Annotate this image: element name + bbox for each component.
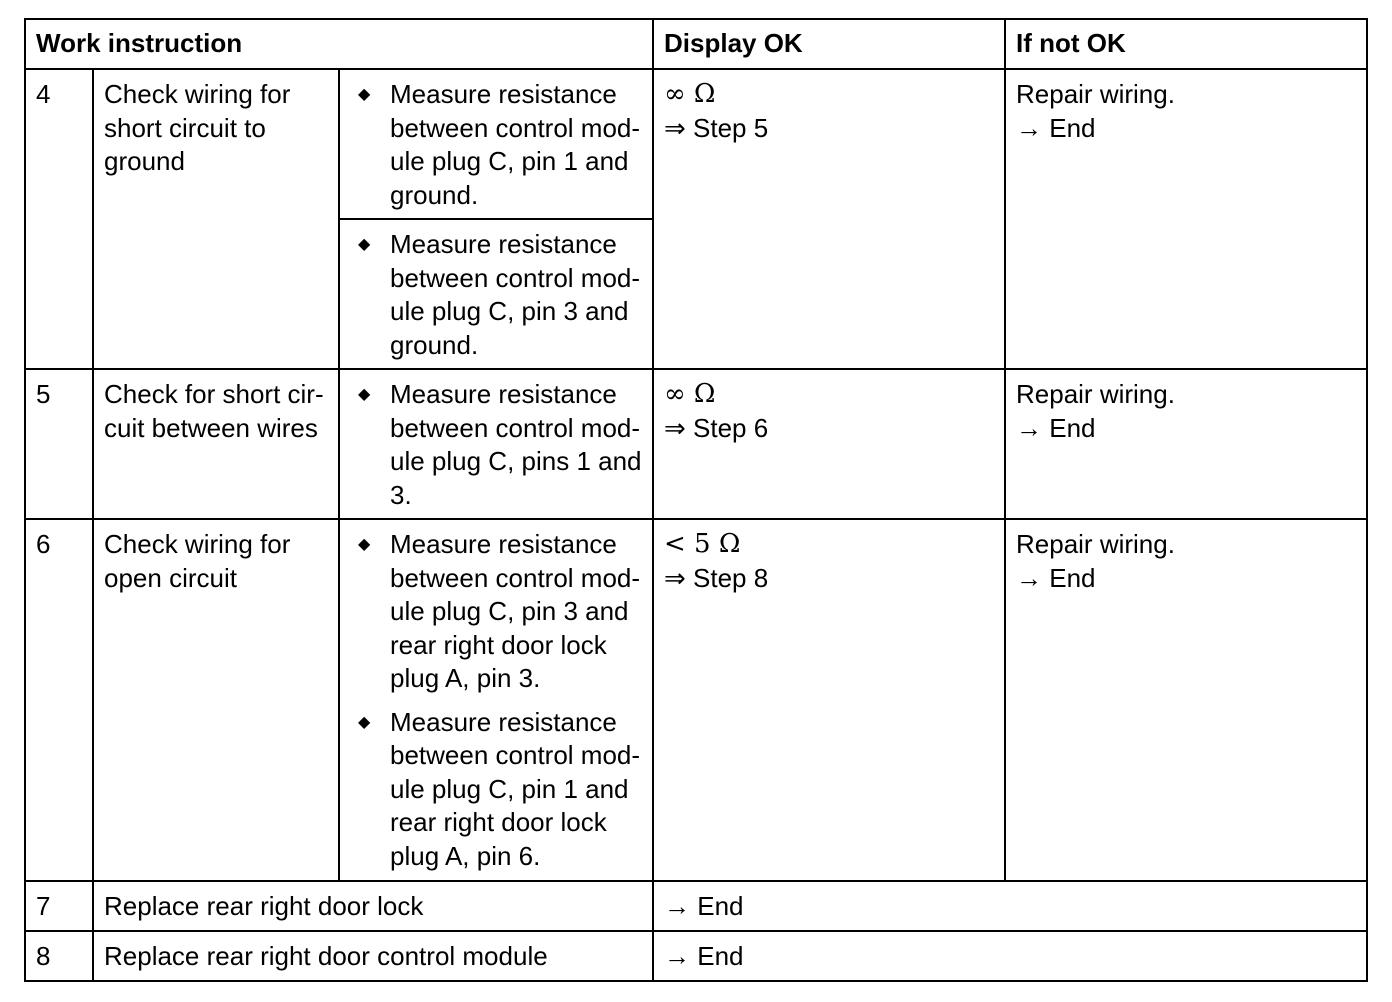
measure-line: ule plug C, pins 1 and (390, 446, 642, 477)
if-not-ok-cell (1005, 69, 1367, 369)
table-row-step-5 (25, 369, 1367, 519)
if-not-ok-action: Repair wiring. (1016, 529, 1175, 560)
table-row-step-8 (25, 931, 1367, 981)
measure-item (350, 78, 642, 212)
measure-line: Measure resistance (390, 379, 617, 410)
task-cell: Replace rear right door control module (93, 931, 653, 981)
header-display-ok: Display OK (653, 19, 1005, 69)
diamond-bullet-icon: ◆ (358, 536, 371, 554)
step-number: 5 (25, 369, 93, 519)
measure-cell (339, 219, 653, 369)
measure-item (350, 706, 642, 874)
measure-line: ground. (390, 329, 479, 360)
header-row (25, 19, 1367, 69)
measure-line: Measure resistance (390, 529, 617, 560)
measure-line: rear right door lock (390, 629, 607, 660)
measure-line: between control mod- (390, 740, 641, 771)
if-not-ok-action: Repair wiring. (1016, 79, 1175, 110)
measure-cell (339, 369, 653, 519)
task-line: Check wiring for (104, 529, 291, 560)
measure-line: ule plug C, pin 1 and (390, 146, 629, 177)
display-ok-next-step: ⇒ Step 5 (664, 112, 769, 143)
task-line: Check for short cir- (104, 379, 324, 410)
if-not-ok-cell (1005, 369, 1367, 519)
task-line: cuit between wires (104, 412, 318, 443)
measure-line: ground. (390, 179, 479, 210)
display-ok-cell (653, 369, 1005, 519)
measure-line: ule plug C, pin 3 and (390, 296, 629, 327)
display-ok-next-step: ⇒ Step 6 (664, 412, 769, 443)
measure-line: ule plug C, pin 3 and (390, 596, 629, 627)
diamond-bullet-icon: ◆ (358, 86, 371, 104)
measure-line: 3. (390, 479, 412, 510)
measure-line: plug A, pin 3. (390, 663, 541, 694)
result-cell: → End (653, 881, 1367, 931)
measure-line: between control mod- (390, 262, 641, 293)
header-if-not-ok: If not OK (1005, 19, 1367, 69)
measure-line: rear right door lock (390, 807, 607, 838)
header-work-instruction: Work instruction (25, 19, 653, 69)
step-number: 6 (25, 519, 93, 880)
if-not-ok-next: → End (1016, 562, 1096, 593)
task-cell (93, 69, 339, 369)
measure-line: Measure resistance (390, 229, 617, 260)
if-not-ok-next: → End (1016, 412, 1096, 443)
measure-item (350, 228, 642, 362)
step-number: 4 (25, 69, 93, 369)
measure-line: between control mod- (390, 412, 641, 443)
measure-line: ule plug C, pin 1 and (390, 773, 629, 804)
diamond-bullet-icon: ◆ (358, 386, 371, 404)
if-not-ok-next: → End (1016, 112, 1096, 143)
measure-line: plug A, pin 6. (390, 840, 541, 871)
measure-line: Measure resistance (390, 706, 617, 737)
table-row-step-7 (25, 881, 1367, 931)
task-line: open circuit (104, 562, 237, 593)
display-ok-cell (653, 69, 1005, 369)
measure-line: between control mod- (390, 112, 641, 143)
display-ok-next-step: ⇒ Step 8 (664, 562, 769, 593)
measure-item (350, 528, 642, 696)
measure-cell (339, 69, 653, 219)
task-line: ground (104, 146, 185, 177)
display-ok-value: < 5 Ω (664, 529, 741, 560)
if-not-ok-action: Repair wiring. (1016, 379, 1175, 410)
display-ok-value: ∞ Ω (664, 79, 716, 110)
measure-cell (339, 519, 653, 880)
task-cell: Replace rear right door lock (93, 881, 653, 931)
display-ok-value: ∞ Ω (664, 379, 716, 410)
table-row-step-4 (25, 69, 1367, 219)
step-number: 8 (25, 931, 93, 981)
display-ok-cell (653, 519, 1005, 880)
task-cell (93, 369, 339, 519)
work-instruction-table (24, 18, 1368, 982)
measure-item (350, 378, 642, 512)
diamond-bullet-icon: ◆ (358, 713, 371, 731)
table-row-step-6 (25, 519, 1367, 880)
diamond-bullet-icon: ◆ (358, 236, 371, 254)
task-cell (93, 519, 339, 880)
result-cell: → End (653, 931, 1367, 981)
task-line: Check wiring for (104, 79, 291, 110)
measure-line: between control mod- (390, 562, 641, 593)
step-number: 7 (25, 881, 93, 931)
measure-line: Measure resistance (390, 79, 617, 110)
if-not-ok-cell (1005, 519, 1367, 880)
task-line: short circuit to (104, 112, 266, 143)
